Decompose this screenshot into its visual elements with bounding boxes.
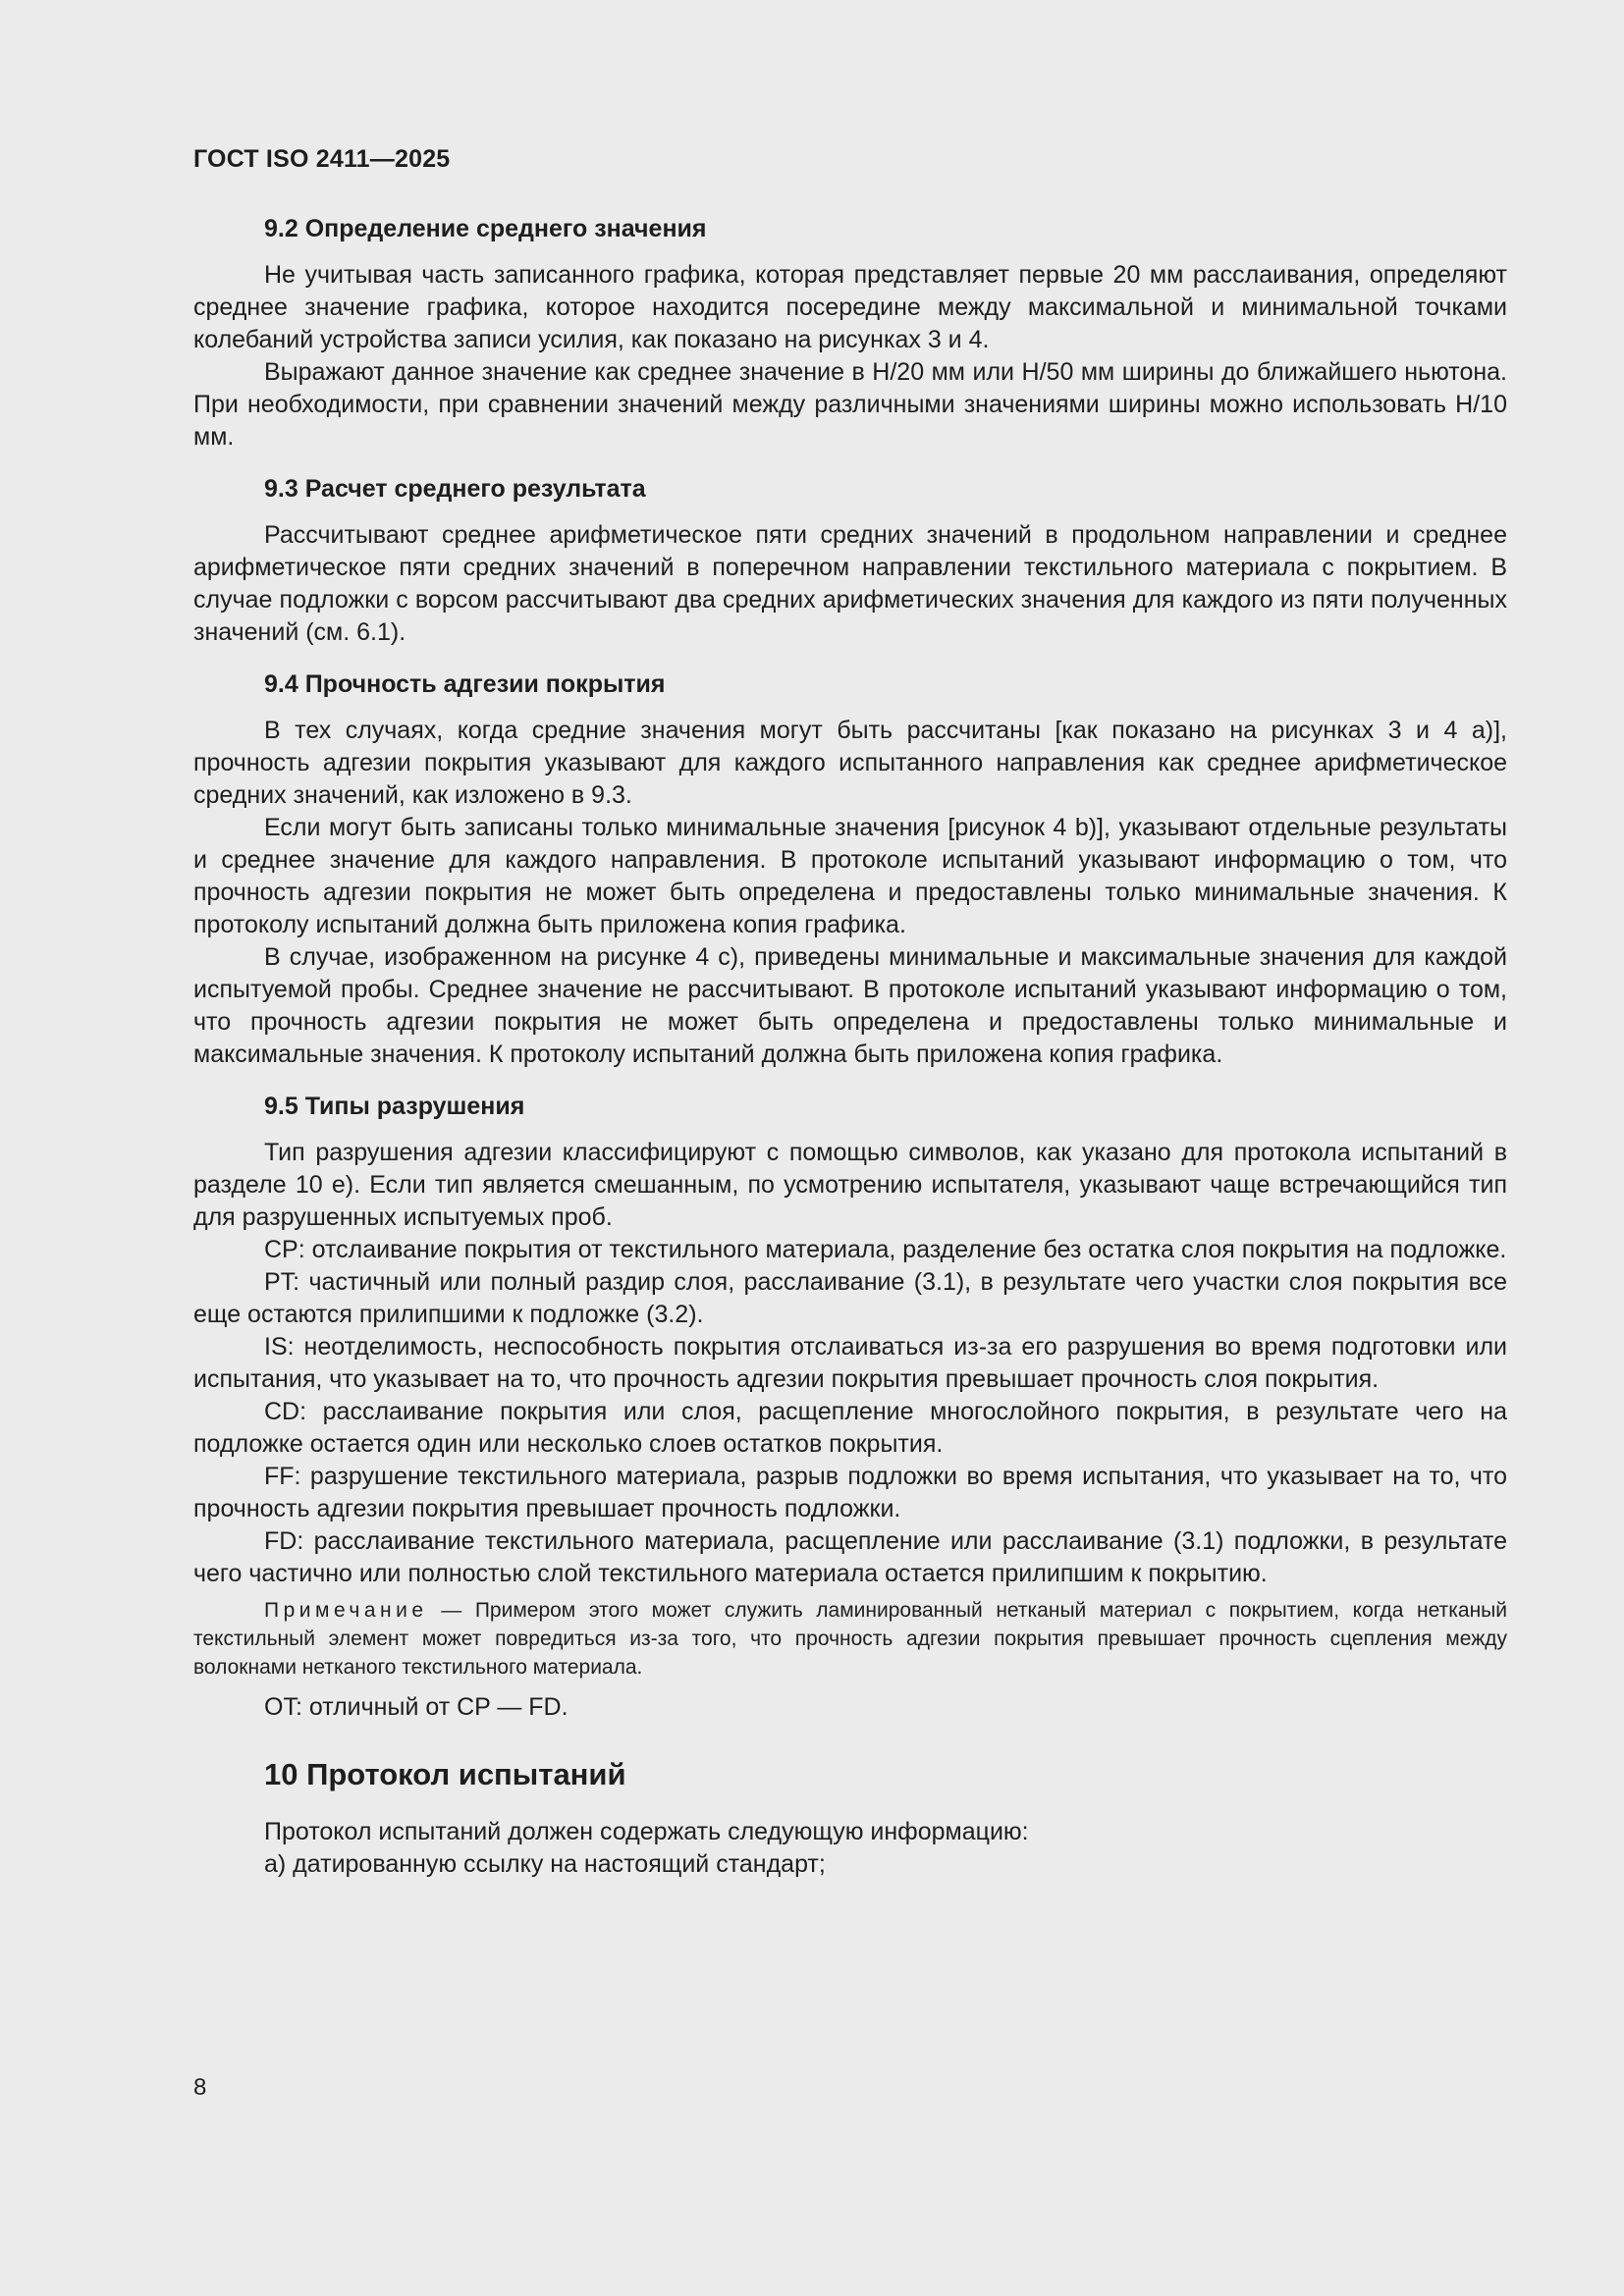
paragraph: Если могут быть записаны только минимальные значения [рисунок 4 b)], указывают отдельные результаты и среднее значение для каждого направления. В протоколе испытаний указывают информацию о том, что прочность адгезии покрытия не может быть определена и предоставлены только минимальные значения. К протоколу испытаний должна быть приложена копия графика. xyxy=(193,814,1507,938)
document-header: ГОСТ ISO 2411—2025 xyxy=(193,145,451,173)
section-9-2-title: 9.2 Определение среднего значения xyxy=(264,215,707,242)
section-9-4-title: 9.4 Прочность адгезии покрытия xyxy=(264,670,666,698)
section-9-4-body xyxy=(193,715,1507,1071)
paragraph: В тех случаях, когда средние значения могут быть рассчитаны [как показано на рисунках 3 и 4 a)], прочность адгезии покрытия указывают для каждого испытанного направления как среднее арифметическое средних значений, как изложено в 9.3. xyxy=(193,717,1507,809)
section-9-5-body xyxy=(193,1137,1507,1724)
section-9-3-title: 9.3 Расчет среднего результата xyxy=(264,475,646,503)
paragraph: Рассчитывают среднее арифметическое пяти средних значений в продольном направлении и среднее арифметическое пяти средних значений в поперечном направлении текстильного материала с покрытием. В случае подложки с ворсом рассчитывают два средних арифметических значения для каждого из пяти полученных значений (см. 6.1). xyxy=(193,521,1507,646)
failure-type-ot: OT: отличный от CP — FD. xyxy=(264,1693,568,1721)
failure-type-cp: CP: отслаивание покрытия от текстильного материала, разделение без остатка слоя покрытия на подложке. xyxy=(264,1236,1507,1263)
list-item: a) датированную ссылку на настоящий стандарт; xyxy=(264,1850,826,1878)
note xyxy=(193,1596,1507,1682)
section-10-title: 10 Протокол испытаний xyxy=(264,1757,626,1791)
failure-type-is: IS: неотделимость, неспособность покрытия отслаиваться из-за его разрушения во время подготовки или испытания, что указывает на то, что прочность адгезии покрытия превышает прочность слоя покрытия. xyxy=(193,1333,1507,1393)
section-9-2-body xyxy=(193,259,1507,454)
paragraph: Не учитывая часть записанного графика, которая представляет первые 20 мм расслаивания, определяют среднее значение графика, которое находится посередине между максимальной и минимальной точками колебаний устройства записи усилия, как показано на рисунках 3 и 4. xyxy=(193,261,1507,353)
paragraph: Тип разрушения адгезии классифицируют с помощью символов, как указано для протокола испытаний в разделе 10 e). Если тип является смешанным, по усмотрению испытателя, указывают чаще встречающийся тип для разрушенных испытуемых проб. xyxy=(193,1139,1507,1231)
failure-type-fd: FD: расслаивание текстильного материала, расщепление или расслаивание (3.1) подложки, в результате чего частично или полностью слой текстильного материала остается прилипшим к покрытию. xyxy=(193,1527,1507,1587)
section-10-body xyxy=(193,1816,1507,1881)
page-number: 8 xyxy=(193,2074,207,2101)
failure-type-pt: PT: частичный или полный раздир слоя, расслаивание (3.1), в результате чего участки слоя покрытия все еще остаются прилипшими к подложке (3.2). xyxy=(193,1268,1507,1328)
note-label: Примечание xyxy=(264,1599,428,1622)
paragraph: В случае, изображенном на рисунке 4 c), приведены минимальные и максимальные значения для каждой испытуемой пробы. Среднее значение не рассчитывают. В протоколе испытаний указывают информацию о том, что прочность адгезии покрытия не может быть определена и предоставлены только минимальные и максимальные значения. К протоколу испытаний должна быть приложена копия графика. xyxy=(193,943,1507,1068)
note-text: — Примером этого может служить ламинированный нетканый материал с покрытием, когда нетканый текстильный элемент может повредиться из-за того, что прочность адгезии покрытия превышает прочность сцепления между волокнами нетканого текстильного материала. xyxy=(193,1599,1507,1679)
failure-type-ff: FF: разрушение текстильного материала, разрыв подложки во время испытания, что указывает на то, что прочность адгезии покрытия превышает прочность подложки. xyxy=(193,1463,1507,1522)
paragraph: Протокол испытаний должен содержать следующую информацию: xyxy=(264,1818,1029,1845)
failure-type-cd: CD: расслаивание покрытия или слоя, расщепление многослойного покрытия, в результате чего на подложке остается один или несколько слоев остатков покрытия. xyxy=(193,1398,1507,1458)
document-page xyxy=(193,145,1507,1881)
section-9-3-body xyxy=(193,519,1507,649)
section-9-5-title: 9.5 Типы разрушения xyxy=(264,1093,525,1120)
paragraph: Выражают данное значение как среднее значение в Н/20 мм или Н/50 мм ширины до ближайшего ньютона. При необходимости, при сравнении значений между различными значениями ширины можно использовать Н/10 мм. xyxy=(193,358,1507,451)
